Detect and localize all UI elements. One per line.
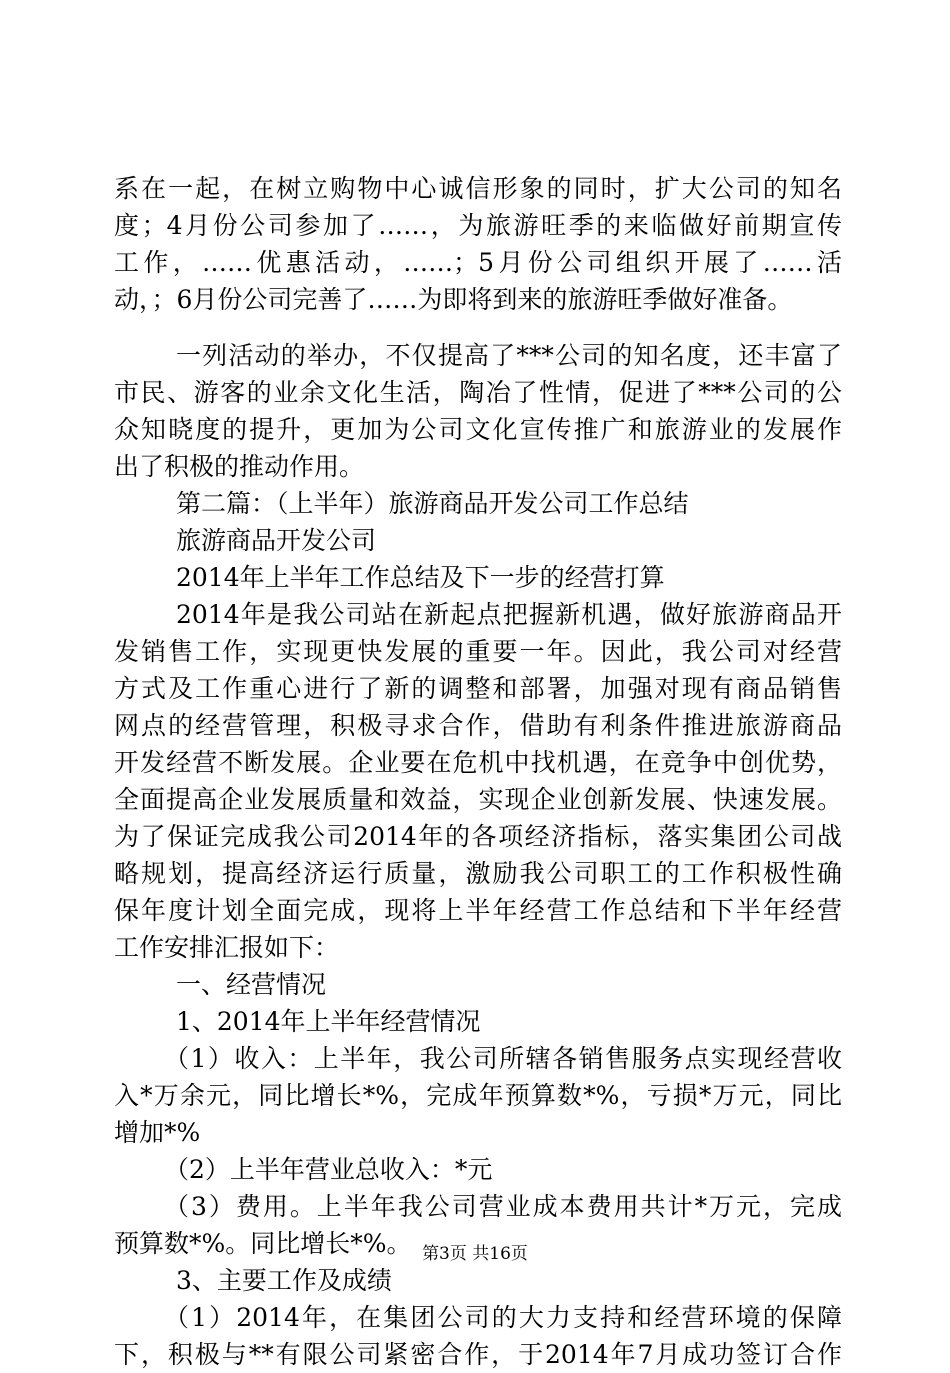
text-line: 工作，……优惠活动，……；5月份公司组织开展了……活 [114, 248, 842, 277]
text-line: 全面提高企业发展质量和效益，实现企业创新发展、快速发展。 [114, 785, 842, 814]
text-line: 众知晓度的提升，更加为公司文化宣传推广和旅游业的发展作 [114, 415, 842, 444]
paragraph-income [114, 1040, 842, 1151]
company-name: 旅游商品开发公司 [176, 526, 377, 555]
paragraph-continuation [114, 170, 842, 318]
text-line: 网点的经营管理，积极寻求合作，借助有利条件推进旅游商品 [114, 711, 842, 740]
subsection-heading: 1、2014年上半年经营情况 [176, 1007, 481, 1036]
text-line: 为了保证完成我公司2014年的各项经济指标，落实集团公司战 [114, 822, 842, 851]
paragraph-intro [114, 596, 842, 966]
text-line: 发销售工作，实现更快发展的重要一年。因此，我公司对经营 [114, 637, 842, 666]
text-line: 入*万余元，同比增长*%，完成年预算数*%，亏损*万元，同比 [114, 1081, 842, 1110]
text-line: 度；4月份公司参加了……，为旅游旺季的来临做好前期宣传 [114, 211, 842, 240]
text-line: 下，积极与**有限公司紧密合作，于2014年7月成功签订合作 [114, 1340, 842, 1369]
text-line: 动，；6月份公司完善了……为即将到来的旅游旺季做好准备。 [114, 285, 793, 314]
paragraph-achievements [114, 1299, 842, 1373]
text-line: 市民、游客的业余文化生活，陶冶了性情，促进了***公司的公 [114, 378, 842, 407]
text-line: 保年度计划全面完成，现将上半年经营工作总结和下半年经营 [114, 896, 842, 925]
text-line: （3）费用。上半年我公司营业成本费用共计*万元，完成 [164, 1192, 842, 1221]
page-footer: 第3页 共16页 [422, 1244, 528, 1264]
paragraph-activities-summary [114, 337, 842, 485]
subsection-heading: 一、经营情况 [176, 970, 327, 999]
text-line: （1）收入：上半年，我公司所辖各销售服务点实现经营收 [164, 1044, 842, 1073]
text-line: 2014年是我公司站在新起点把握新机遇，做好旅游商品开 [176, 600, 842, 629]
paragraph-total-revenue: （2）上半年营业总收入：*元 [164, 1155, 493, 1184]
text-line: （1）2014年，在集团公司的大力支持和经营环境的保障 [164, 1303, 842, 1332]
text-line: 预算数*%。同比增长*%。 [114, 1229, 412, 1258]
paragraph-gap [114, 318, 842, 337]
document-body [114, 170, 842, 1373]
text-line: 系在一起，在树立购物中心诚信形象的同时，扩大公司的知名 [114, 174, 842, 203]
text-line: 开发经营不断发展。企业要在危机中找机遇，在竞争中创优势， [114, 748, 842, 777]
text-line: 出了积极的推动作用。 [114, 452, 365, 481]
text-line: 一列活动的举办，不仅提高了***公司的知名度，还丰富了 [176, 341, 842, 370]
section-heading: 第二篇：（上半年）旅游商品开发公司工作总结 [176, 489, 689, 518]
report-title: 2014年上半年工作总结及下一步的经营打算 [176, 563, 665, 592]
text-line: 方式及工作重心进行了新的调整和部署，加强对现有商品销售 [114, 674, 842, 703]
text-line: 增加*% [114, 1118, 201, 1147]
subsection-heading: 3、主要工作及成绩 [176, 1266, 392, 1295]
text-line: 略规划，提高经济运行质量，激励我公司职工的工作积极性确 [114, 859, 842, 888]
text-line: 工作安排汇报如下： [114, 933, 340, 962]
